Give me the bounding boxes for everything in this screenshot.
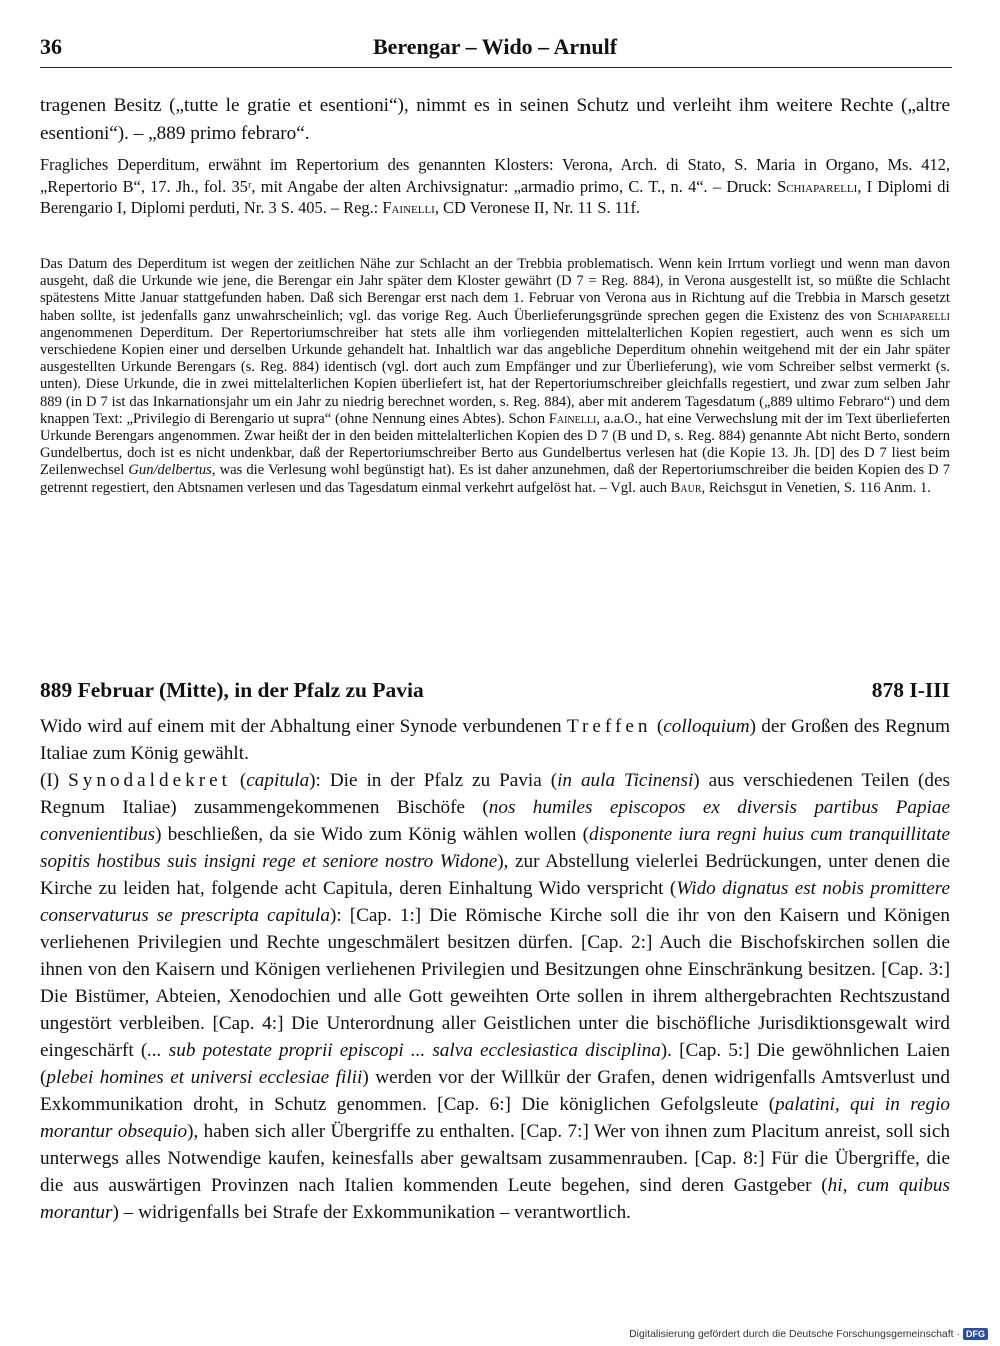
latin-quote: palatini, qui in regio morantur obsequio — [40, 1094, 950, 1142]
commentary-text: , Reichsgut in Venetien, S. 116 Anm. 1. — [701, 479, 931, 496]
dfg-logo-icon: DFG — [963, 1328, 988, 1340]
spaced-term: Treffen — [566, 716, 652, 737]
source-note — [40, 154, 950, 219]
source-note-text: , CD Veronese II, Nr. 11 S. 11f. — [434, 198, 641, 217]
regest-text: ): [Cap. 1:] Die Römische Kirche soll die ihr von den Kaisern und Königen verliehenen Privilegien und Rechte ungeschmälert besitzen dürfen. [Cap. 2:] Auch die Bischofskirchen sollen die ihnen von den Kaisern und Königen verliehenen Privilegien und Besitzungen ohne Einschränkung besitzen. [Cap. 3:] Die Bistümer, Abteien, Xenodochien und alle Gott geweihten Orte sollen in ihrem althergebrachten Rechtszustand ungestört verbleiben. [Cap. 4:] Die Unterordnung aller Geistlichen unter die bischöfliche Jurisdiktionsgewalt wird eingeschärft ( — [40, 905, 950, 1061]
latin-quote: hi, cum quibus morantur — [40, 1175, 950, 1223]
regest-text: Wido wird auf einem mit der Abhaltung einer Synode verbundenen — [40, 716, 567, 737]
regest-text: ): Die in der Pfalz zu Pavia ( — [309, 770, 558, 791]
commentary-text: , a.a.O., hat eine Verwechslung mit der im Text überlieferten Urkunde Berengars angenommen. Zwar heißt der in den beiden mittelalterlichen Kopien des D 7 (B und D, s. Reg. 884) genannte Abt nicht Berto, sondern Gundelbertus, doch ist es nicht undenkbar, daß der Repertoriumschreiber Berto aus Gundelbertus verlesen hat (die Kopie 13. Jh. [D] des D 7 liest beim Zeilenwechsel — [40, 410, 950, 479]
footer-text: Digitalisierung gefördert durch die Deutsche Forschungsgemeinschaft · — [629, 1328, 960, 1340]
latin-quote: nos humiles episcopos ex diversis partibus Papiae convenientibus — [40, 797, 951, 845]
regest-text: ). [Cap. 5:] Die gewöhnlichen Laien ( — [40, 1040, 951, 1088]
regest-text: ), zur Abstellung vielerlei Bedrückungen, unter denen die Kirche zu leiden hat, folgende acht Capitula, deren Einhaltung Wido verspricht ( — [40, 851, 950, 899]
regest-heading — [40, 678, 950, 710]
regest-text: ) werden vor der Willkür der Grafen, denen widrigenfalls Amtsverlust und Exkommunikation droht, in Schutz genommen. [Cap. 6:] Die königlichen Gefolgsleute ( — [40, 1067, 950, 1115]
continuation-text: tragenen Besitz („tutte le gratie et esentioni“), nimmt es in seinen Schutz und verleiht ihm weitere Rechte („altre esentioni“). – „889 primo febraro“. — [40, 95, 950, 144]
regest-intro — [40, 713, 950, 767]
regest-text: ), haben sich aller Übergriffe zu enthalten. [Cap. 7:] Wer von ihnen zum Placitum anreist, soll sich unterwegs alles Notwendige kaufen, keinesfalls aber gewaltsam zusammenrauben. [Cap. 8:] Für die Übergriffe, die die aus auswärtigen Provinzen nach Italien kommenden Leute begehen, sind deren Gastgeber ( — [40, 1121, 950, 1196]
page-header — [40, 34, 950, 68]
digitization-footer — [629, 1328, 988, 1340]
latin-quote: ... sub potestate proprii episcopi ... salva ecclesiastica disciplina — [147, 1040, 661, 1061]
commentary-text: , was die Verlesung wohl begünstigt hat). Es ist daher anzunehmen, daß der Repertoriumschreiber die beiden Kopien des D 7 getrennt regestiert, den Abtsnamen verlesen und das Tagesdatum einmal verkehrt aufgelöst hat. – Vgl. auch — [40, 462, 950, 496]
latin-quote: capitula — [246, 770, 310, 791]
commentary — [40, 256, 950, 497]
commentary-text: angenommenen Deperditum. Der Repertoriumschreiber hat stets alle ihm vorliegenden mittelalterlichen Kopien regestiert, auch wenn es sich um verschiedene Kopien einer und derselben Urkunde gehandelt hat. Inhaltlich war das angebliche Deperditum ohnehin weitgehend mit der ein Jahr später ausgestellten Urkunde Berengars (s. Reg. 884) identisch (vgl. dort auch zum Empfänger und zur Überlieferung), wie vom Schreiber selbst vermerkt (s. unten). Diese Urkunde, die in zwei mittelalterlichen Kopien überliefert ist, hat der Repertoriumschreiber gleichfalls regestiert, und zwar zum selben Jahr 889 (in D 7 ist das Inkarnationsjahr um ein Jahr zu niedrig berechnet worden, s. Reg. 884), aber mit anderem Tagesdatum („889 ultimo Febraro“) und dem knappen Text: „Privilegio di Berengario ut supra“ (ohne Nennung eines Abtes). Schon — [40, 324, 950, 427]
commentary-text: Das Datum des Deperditum ist wegen der zeitlichen Nähe zur Schlacht an der Trebbia problematisch. Wenn kein Irrtum vorliegt und wenn man davon ausgeht, daß die Urkunde wie jene, die Berengar ein Jahr später dem Kloster gewährt (D 7 = Reg. 884), in Verona ausgestellt ist, so müßte die Schlacht spätestens Mitte Januar stattgefunden haben. Daß sich Berengar erst nach dem 1. Februar von Verona aus in Richtung auf die Trebbia in Marsch gesetzt haben sollte, ist jedenfalls ganz unwahrscheinlich; vgl. das vorige Reg. Auch Überlieferungsgründe sprechen gegen die Existenz des von — [40, 256, 950, 324]
author-name: Baur — [670, 479, 702, 496]
page-number: 36 — [40, 34, 62, 59]
header-rule — [40, 67, 952, 68]
latin-quote: in aula Ticinensi — [557, 770, 694, 791]
source-note-text: Fragliches Deperditum, erwähnt im Repertorium des genannten Klosters: Verona, Arch. di Stato, S. Maria in Organo, Ms. 412, „Repertorio B“, 17. Jh., fol. 35ʳ, mit Angabe der alten Archivsignatur: „armadio primo, C. T., n. 4“. – Druck: — [40, 155, 950, 196]
latin-quote: disponente iura regni huius cum tranquillitate sopitis hostibus suis insigni rege et seniore nostro Widone — [40, 824, 950, 872]
regest-text: ) der Großen des Regnum Italiae zum König gewählt. — [40, 716, 951, 764]
regest-text: ) beschließen, da sie Wido zum König wählen wollen ( — [155, 824, 590, 845]
section-label: (I) — [40, 770, 69, 791]
author-name: Fainelli — [548, 410, 597, 427]
running-title: Berengar – Wido – Arnulf — [372, 34, 618, 59]
regest-text: ) aus verschiedenen Teilen (des Regnum Italiae) zusammengekommenen Bischöfe ( — [40, 770, 951, 818]
latin-quote: plebei homines et universi ecclesiae filii — [46, 1067, 363, 1088]
regest-text: ( — [651, 716, 664, 737]
regest-text: ( — [230, 770, 247, 791]
latin-quote: colloquium — [663, 716, 750, 737]
latin-quote: Gun/delbertus — [128, 462, 212, 479]
author-name: Fainelli — [382, 198, 435, 217]
synodal-decree — [40, 767, 950, 1226]
latin-quote: Wido dignatus est nobis promittere conservaturus se prescripta capitula — [40, 878, 950, 926]
author-name: Schiaparelli — [777, 176, 858, 196]
regest-reference: 878 I-III — [871, 678, 950, 702]
regest-body — [40, 713, 950, 1226]
spaced-term: Synodaldekret — [68, 770, 231, 791]
source-note-text: , I Diplomi di Berengario I, Diplomi perduti, Nr. 3 S. 405. – Reg.: — [40, 176, 950, 217]
regest-text: ) – widrigenfalls bei Strafe der Exkommunikation – verantwortlich. — [112, 1202, 631, 1223]
regest-date-place: 889 Februar (Mitte), in der Pfalz zu Pavia — [40, 678, 424, 702]
author-name: Schiaparelli — [877, 307, 950, 324]
